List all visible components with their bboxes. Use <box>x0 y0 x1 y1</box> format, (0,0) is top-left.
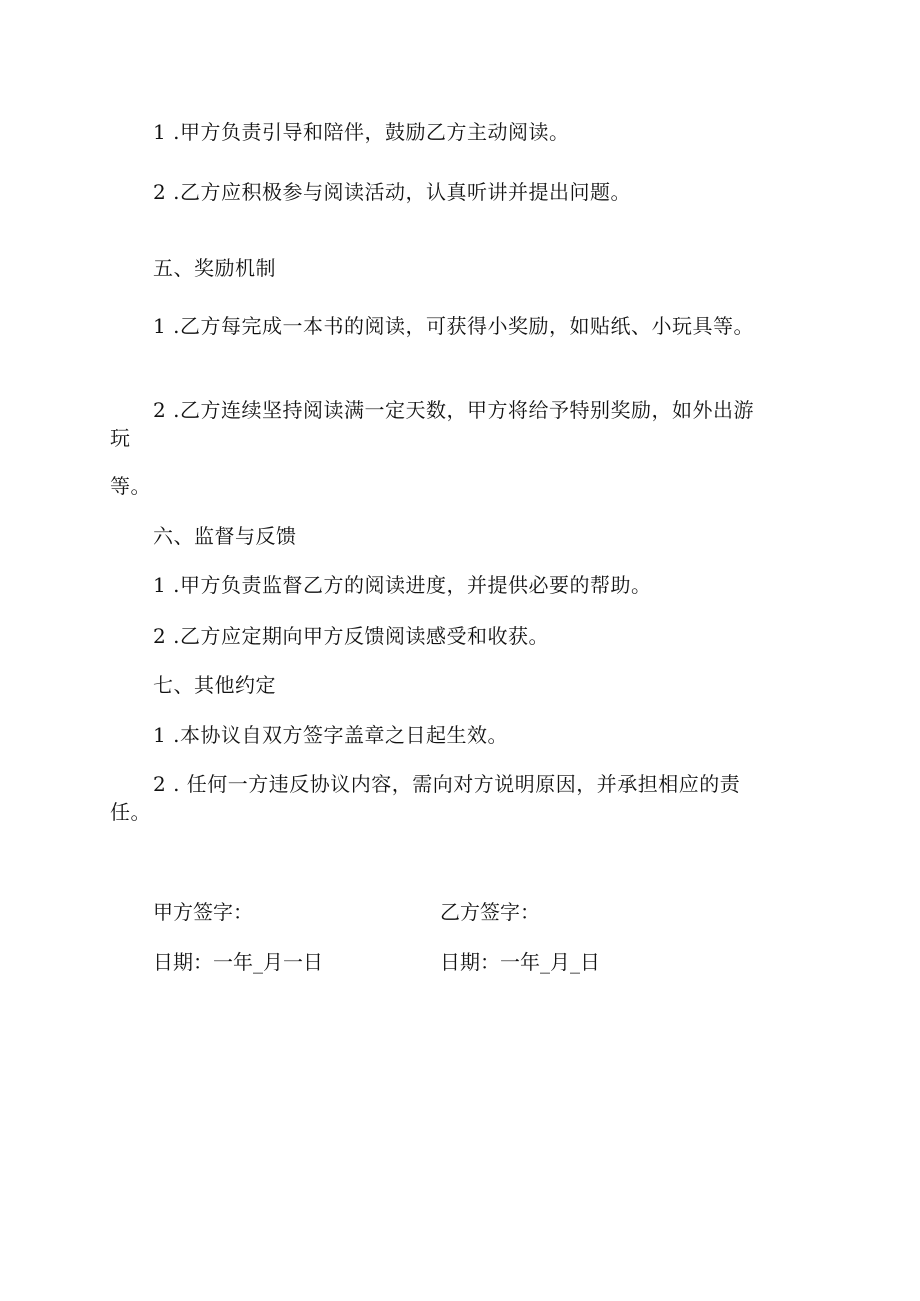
party-b-date: 日期：一年_月_日 <box>440 950 600 974</box>
section6-item-2: 2 .乙方应定期向甲方反馈阅读感受和收获。 <box>153 624 549 648</box>
section5-item-2-line-3: 等。 <box>110 474 151 498</box>
section7-item-2-line-2: 任。 <box>110 800 151 824</box>
section5-item-1: 1 .乙方每完成一本书的阅读，可获得小奖励，如贴纸、小玩具等。 <box>153 314 754 338</box>
section4-item-2: 2 .乙方应积极参与阅读活动，认真听讲并提出问题。 <box>153 180 631 204</box>
party-a-date: 日期：一年_月一日 <box>153 950 323 974</box>
section7-item-2-line-1: 2 . 任何一方违反协议内容，需向对方说明原因，并承担相应的责 <box>153 772 741 796</box>
section6-heading: 六、监督与反馈 <box>153 524 297 548</box>
party-b-signature-label: 乙方签字： <box>440 900 540 924</box>
section7-item-1: 1 .本协议自双方签字盖章之日起生效。 <box>153 723 508 747</box>
section5-item-2-line-2: 玩 <box>110 426 131 450</box>
section5-heading: 五、奖励机制 <box>153 256 276 280</box>
party-a-signature-label: 甲方签字： <box>153 900 253 924</box>
section6-item-1: 1 .甲方负责监督乙方的阅读进度，并提供必要的帮助。 <box>153 573 652 597</box>
section4-item-1: 1 .甲方负责引导和陪伴，鼓励乙方主动阅读。 <box>153 120 570 144</box>
section5-item-2-line-1: 2 .乙方连续坚持阅读满一定天数，甲方将给予特别奖励，如外出游 <box>153 398 754 422</box>
section7-heading: 七、其他约定 <box>153 673 276 697</box>
